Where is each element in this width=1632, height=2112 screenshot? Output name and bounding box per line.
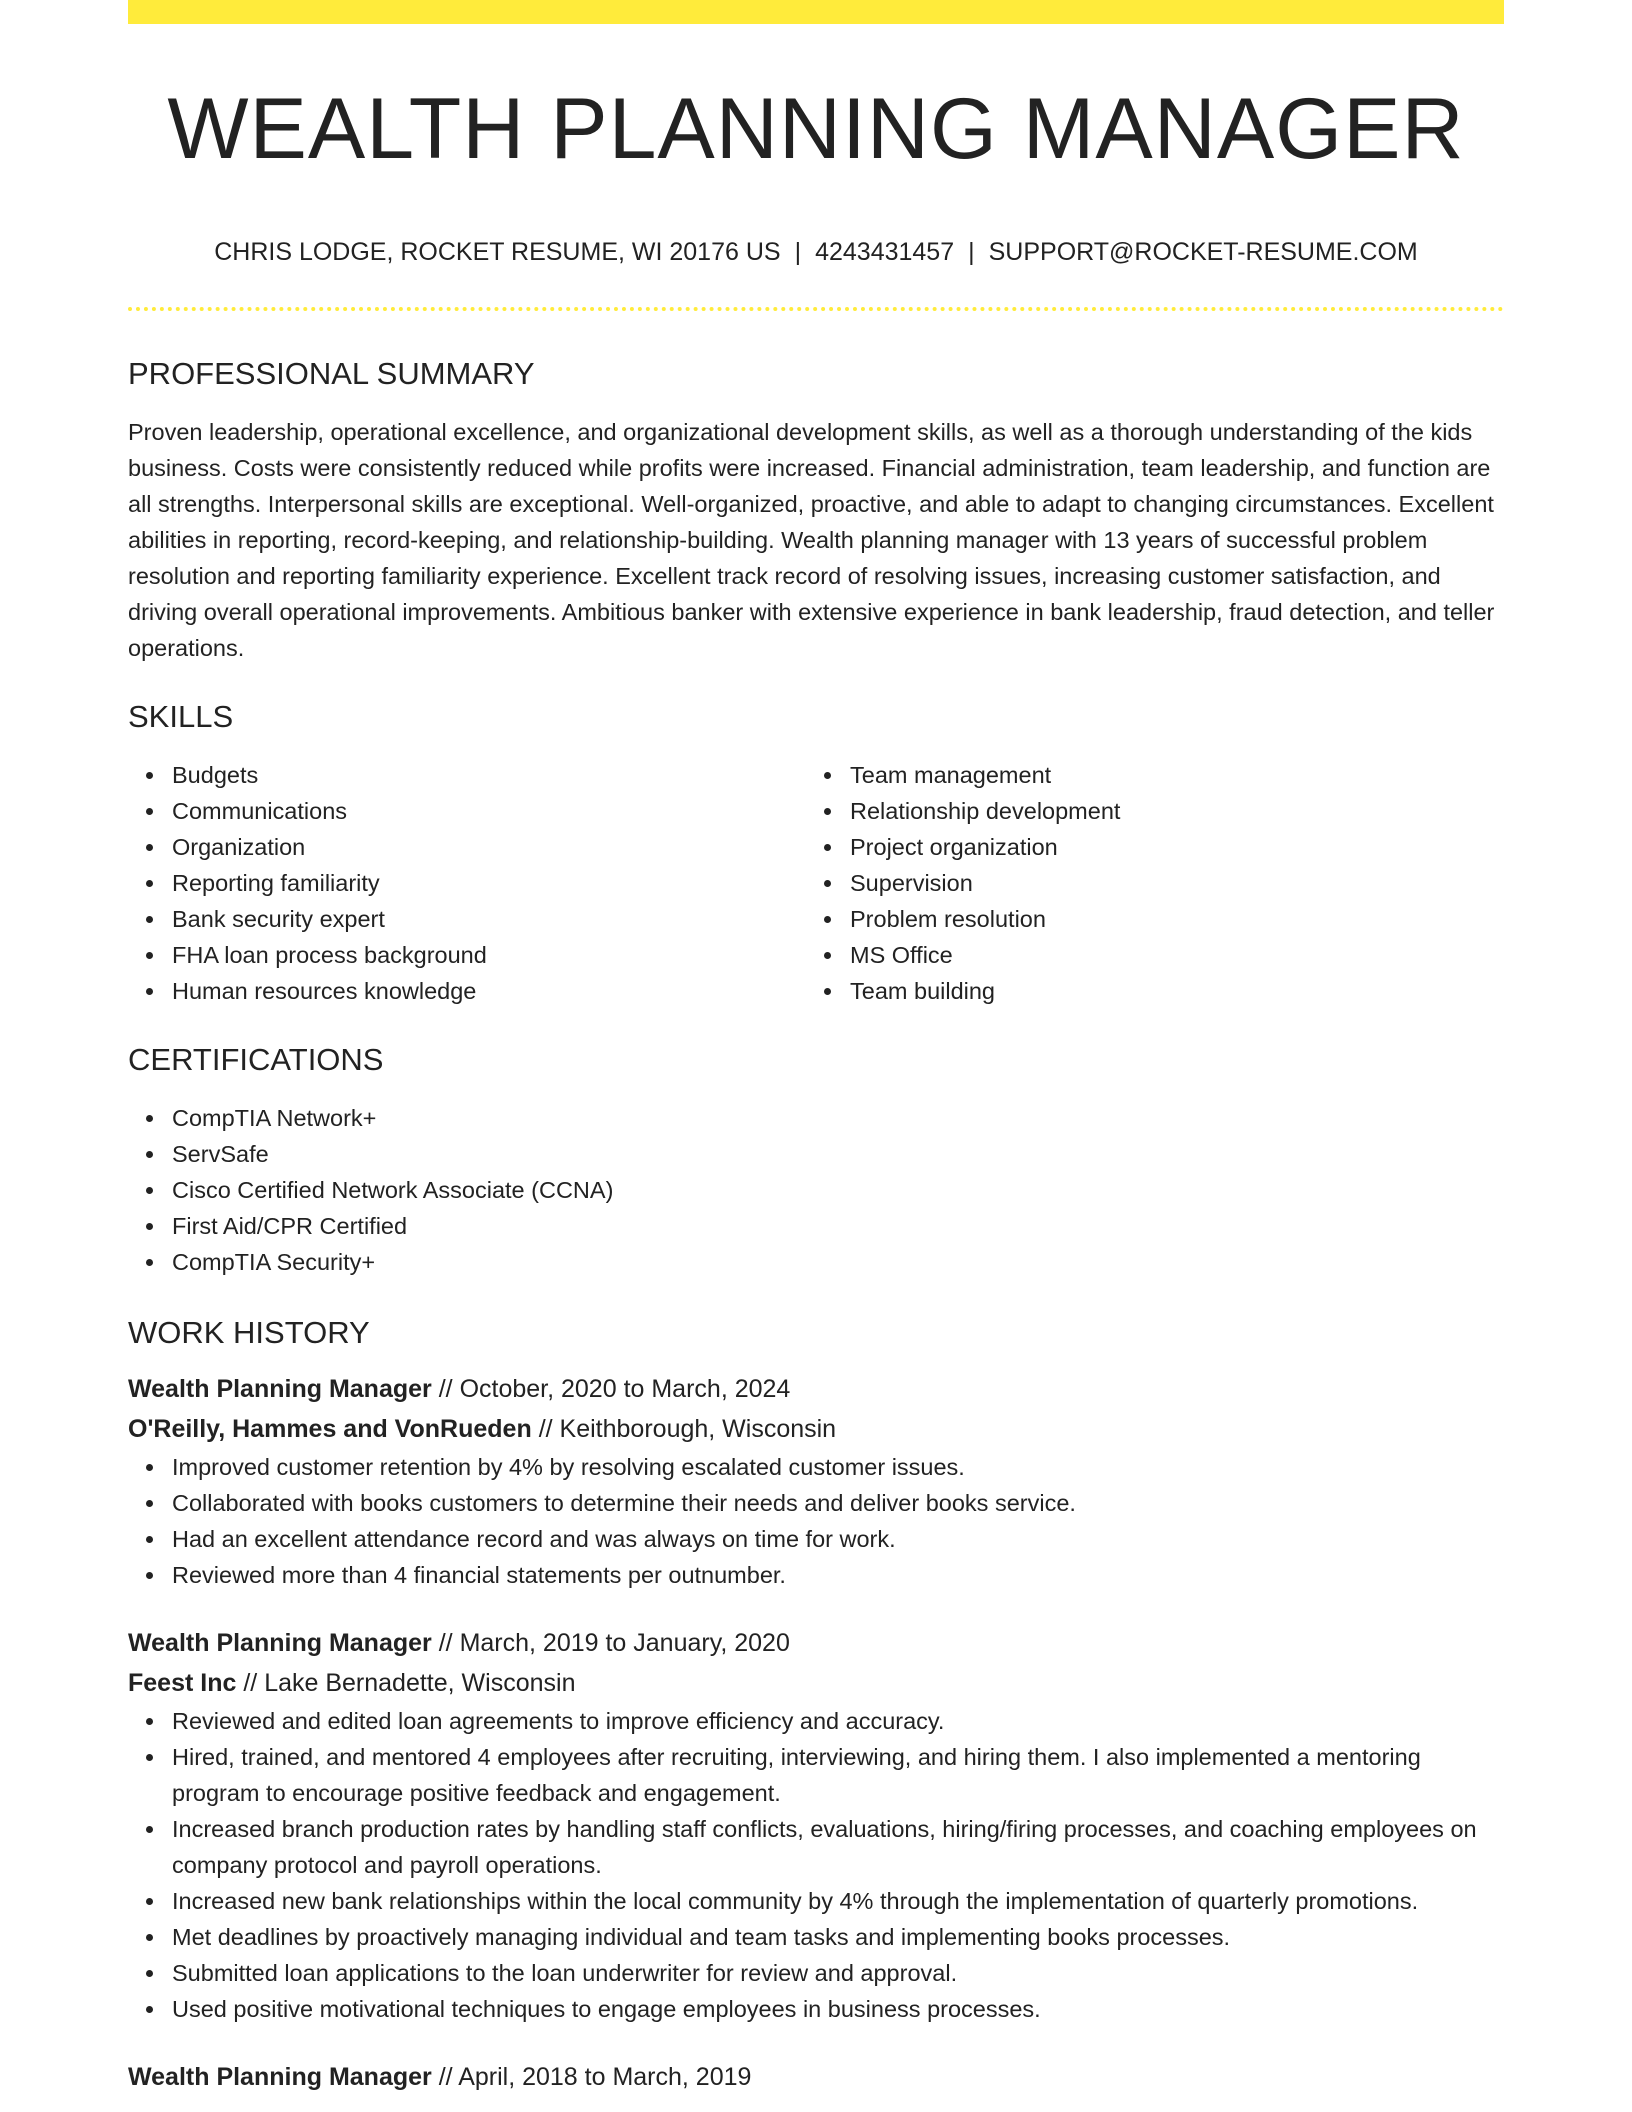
certifications-section <box>128 1041 1504 1280</box>
list-item: Supervision <box>850 865 1484 901</box>
list-item: Human resources knowledge <box>172 973 806 1009</box>
job-company-line <box>128 1663 1504 1703</box>
job-dates: April, 2018 to March, 2019 <box>458 2063 752 2092</box>
list-item: Reviewed and edited loan agreements to improve efficiency and accuracy. <box>172 1703 1504 1739</box>
work-history-heading: WORK HISTORY <box>128 1315 370 1351</box>
list-item: Used positive motivational techniques to engage employees in business processes. <box>172 1991 1504 2027</box>
list-item: Relationship development <box>850 793 1484 829</box>
skills-heading: SKILLS <box>128 698 234 734</box>
list-item: Improved customer retention by 4% by resolving escalated customer issues. <box>172 1449 1504 1485</box>
job-location: Lake Bernadette, Wisconsin <box>264 1669 576 1698</box>
contact-separator: | <box>794 237 802 266</box>
job-title: Wealth Planning Manager <box>128 1375 432 1404</box>
skills-right-column <box>806 757 1484 1009</box>
list-item: Budgets <box>172 757 806 793</box>
job-location: Keithborough, Wisconsin <box>559 1415 837 1444</box>
list-item: Reporting familiarity <box>172 865 806 901</box>
contact-address: CHRIS LODGE, ROCKET RESUME, WI 20176 US <box>214 237 781 266</box>
list-item: Submitted loan applications to the loan underwriter for review and approval. <box>172 1955 1504 1991</box>
list-item: Project organization <box>850 829 1484 865</box>
contact-email[interactable]: SUPPORT@ROCKET-RESUME.COM <box>988 237 1418 266</box>
job-title: Wealth Planning Manager <box>128 1629 432 1658</box>
job-entry <box>128 1369 1504 1593</box>
job-title: Wealth Planning Manager <box>128 2063 432 2092</box>
list-item: CompTIA Security+ <box>172 1244 1504 1280</box>
list-item: Reviewed more than 4 financial statements per outnumber. <box>172 1557 1504 1593</box>
accent-top-bar <box>128 0 1504 24</box>
job-entry <box>128 2057 1504 2097</box>
list-item: Problem resolution <box>850 901 1484 937</box>
work-history-section <box>128 1314 1504 2097</box>
list-item: First Aid/CPR Certified <box>172 1208 1504 1244</box>
job-title-line <box>128 2057 1504 2097</box>
list-item: Collaborated with books customers to determine their needs and deliver books service. <box>172 1485 1504 1521</box>
job-separator: // <box>438 1629 453 1658</box>
job-separator: // <box>438 2063 453 2092</box>
list-item: Communications <box>172 793 806 829</box>
resume-title: WEALTH PLANNING MANAGER <box>167 81 1465 177</box>
skills-list-right <box>806 757 1484 1009</box>
list-item: CompTIA Network+ <box>172 1100 1504 1136</box>
skills-section <box>128 698 1504 1009</box>
certifications-heading: CERTIFICATIONS <box>128 1041 384 1077</box>
job-company: O'Reilly, Hammes and VonRueden <box>128 1415 532 1444</box>
list-item: Team management <box>850 757 1484 793</box>
list-item: ServSafe <box>172 1136 1504 1172</box>
skills-left-column <box>128 757 806 1009</box>
list-item: Organization <box>172 829 806 865</box>
job-bullets <box>128 1449 1504 1593</box>
job-company: Feest Inc <box>128 1669 237 1698</box>
job-dates: October, 2020 to March, 2024 <box>459 1375 791 1404</box>
list-item: Team building <box>850 973 1484 1009</box>
summary-heading: PROFESSIONAL SUMMARY <box>128 355 535 391</box>
list-item: MS Office <box>850 937 1484 973</box>
contact-separator: | <box>968 237 975 266</box>
job-title-line <box>128 1623 1504 1663</box>
list-item: FHA loan process background <box>172 937 806 973</box>
certifications-list <box>128 1100 1504 1280</box>
job-separator: // <box>243 1669 258 1698</box>
skills-list-left <box>128 757 806 1009</box>
contact-line <box>128 237 1504 267</box>
summary-text: Proven leadership, operational excellence, and organizational development skills, as well as a thorough understanding of the kids business. Costs were consistently reduced while profits were increased. Financial administration, team leadership, and function are all strengths. Interpersonal skills are exceptional. Well-organized, proactive, and able to adapt to changing circumstances. Excellent abilities in reporting, record-keeping, and relationship-building. Wealth planning manager with 13 years of successful problem resolution and reporting familiarity experience. Excellent track record of resolving issues, increasing customer satisfaction, and driving overall operational improvements. Ambitious banker with extensive experience in bank leadership, fraud detection, and teller operations. <box>128 418 1495 661</box>
list-item: Increased new bank relationships within the local community by 4% through the implementation of quarterly promotions. <box>172 1883 1504 1919</box>
skills-columns <box>128 757 1504 1009</box>
list-item: Bank security expert <box>172 901 806 937</box>
contact-phone[interactable]: 4243431457 <box>815 237 955 266</box>
list-item: Cisco Certified Network Associate (CCNA) <box>172 1172 1504 1208</box>
summary-section <box>128 355 1504 666</box>
job-entry <box>128 1623 1504 2027</box>
job-dates: March, 2019 to January, 2020 <box>459 1629 790 1658</box>
list-item: Hired, trained, and mentored 4 employees after recruiting, interviewing, and hiring them. I also implemented a mentoring program to encourage positive feedback and engagement. <box>172 1739 1504 1811</box>
job-title-line <box>128 1369 1504 1409</box>
job-separator: // <box>438 1375 453 1404</box>
job-bullets <box>128 1703 1504 2027</box>
list-item: Had an excellent attendance record and was always on time for work. <box>172 1521 1504 1557</box>
list-item: Increased branch production rates by handling staff conflicts, evaluations, hiring/firing processes, and coaching employees on company protocol and payroll operations. <box>172 1811 1504 1883</box>
resume-page <box>128 0 1504 2097</box>
list-item: Met deadlines by proactively managing individual and team tasks and implementing books processes. <box>172 1919 1504 1955</box>
dotted-divider <box>128 307 1504 311</box>
job-separator: // <box>538 1415 553 1444</box>
job-company-line <box>128 1409 1504 1449</box>
